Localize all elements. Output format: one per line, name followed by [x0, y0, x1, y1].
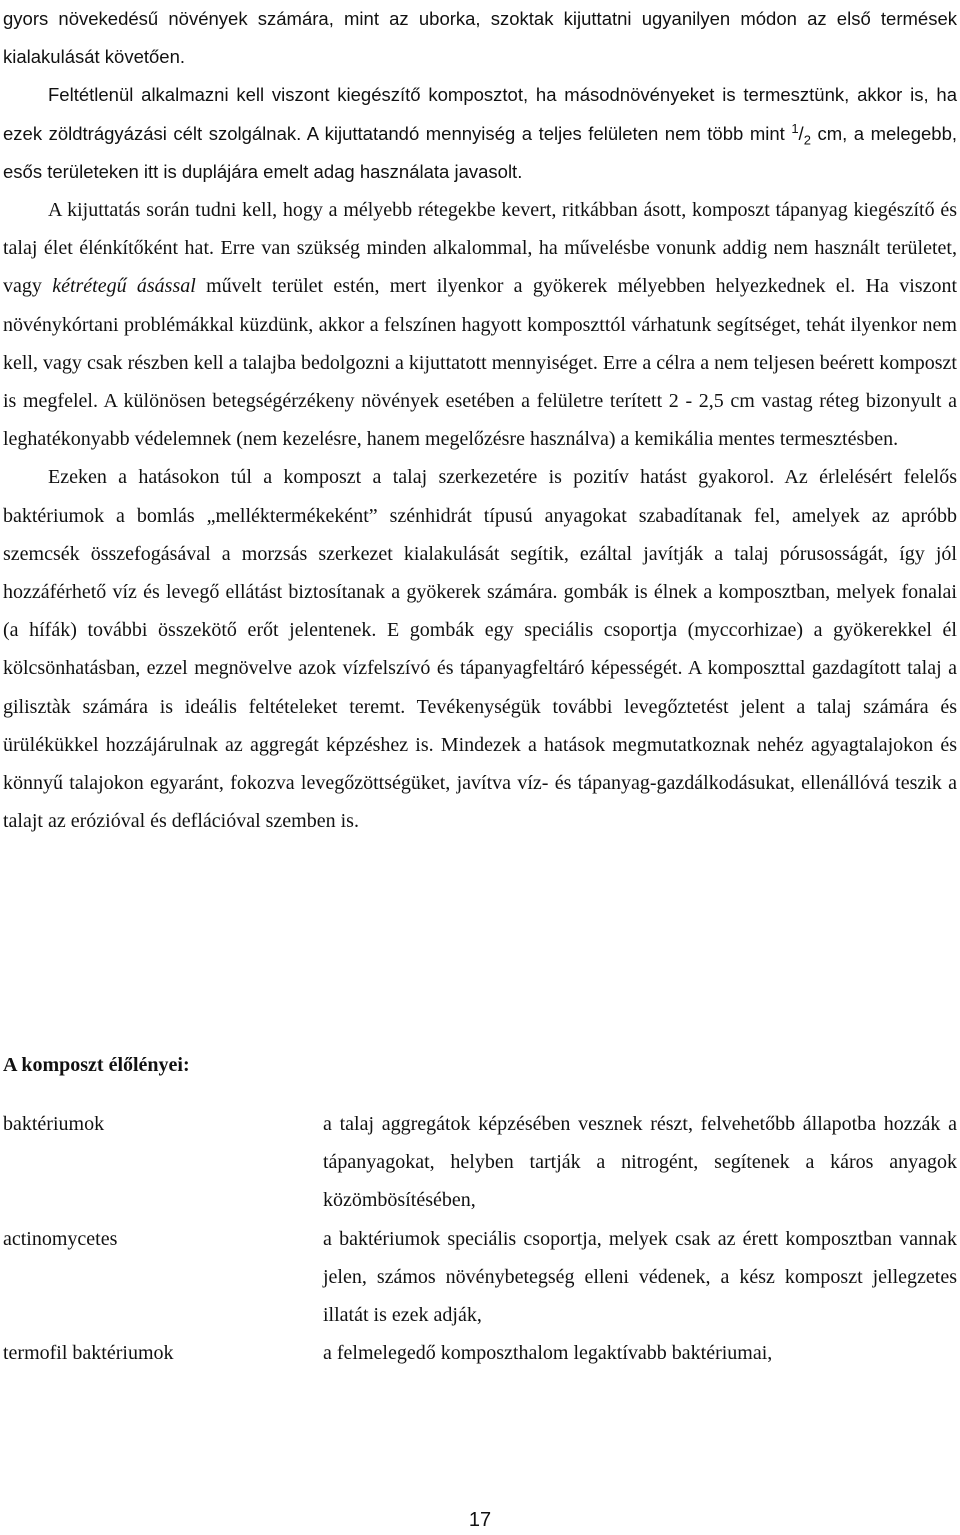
fraction-slash: / [798, 122, 804, 144]
organism-row-actinomycetes [3, 1220, 957, 1335]
organism-name: actinomycetes [3, 1227, 118, 1250]
paragraph-application [3, 191, 957, 458]
page-number: 17 [468, 1509, 492, 1531]
organism-name: baktériumok [3, 1113, 105, 1135]
emphasis-double-digging: kétrétegű ásással [52, 275, 196, 298]
paragraph-second-crops [3, 76, 957, 191]
organism-description: a talaj aggregátok képzésében vesznek részt, felvehetőbb állapotba hozzák a tápanyagokat, helyben tartják a nitrogént, segítenek a káros anyagok közömbösítésében, [323, 1113, 957, 1212]
paragraph-application-text-b: Erre van szükség minden alkalommal, ha művelésbe vonunk addig nem használt területet, vagy [3, 237, 957, 298]
fraction-denominator: 2 [803, 132, 811, 148]
paragraph-second-crops-text-b: cm, a melegebb, esős területeken itt is duplájára emelt adag használata javasolt. [3, 122, 957, 182]
paragraph-intro [3, 0, 957, 76]
organism-row-bacteria [3, 1105, 957, 1220]
section-title-organisms: A komposzt élőlényei: [3, 1054, 190, 1076]
organism-row-thermophilic [3, 1334, 957, 1372]
paragraph-intro-text: gyors növekedésű növények számára, mint az uborka, szoktak kijuttatni ugyanilyen módon az első termések kialakulását követően. [3, 8, 957, 68]
organism-description: a baktériumok speciális csoportja, melyek csak az érett komposztban vannak jelen, számos növénybetegség elleni védenek, a kész komposzt jellegzetes illatát is ezek adják, [323, 1227, 957, 1327]
organism-description: a felmelegedő komposzthalom legaktívabb baktériumai, [323, 1342, 773, 1365]
organism-name: termofil baktériumok [3, 1342, 174, 1365]
paragraph-soil-structure-text: Ezeken a hatásokon túl a komposzt a talaj szerkezetére is pozitív hatást gyakorol. Az érlelésért felelős baktériumok a bomlás „melléktermékeként” szénhidrát típusú anyagokat szabadítanak fel, amelyek az apróbb szemcsék összefogásával a morzsás szerkezet kialakulását segítik, ezáltal javítják a talaj pórusosságát, így jól hozzáférhető víz és levegő ellátást biztosítanak a gyökerek számára. gombák is élnek a komposztban, melyek fonalai (a hífák) további összekötő erőt jelentenek. E gombák egy speciális csoportja (myccorhizae) a gyökerekkel él kölcsönhatásban, ezzel megnövelve azok vízfelszívó és tápanyagfeltáró képességét. A komposzttal gazdagított talaj a gilisztàk számára is ideális feltételeket teremt. Tevékenységük további levegőztetést jelent a talaj számára és ürülékükkel hozzájárulnak az aggregát képzéshez is. Mindezek a hatások megmutatkoznak nehéz agyagtalajokon és könnyű talajokon egyaránt, fokozva levegőzöttségüket, javítva víz- és tápanyag-gazdálkodásukat, ellenállóvá teszik a talajt az erózióval és deflációval szemben is. [3, 466, 957, 833]
paragraph-soil-structure [3, 458, 957, 840]
document-body [3, 0, 957, 840]
organisms-list [3, 1105, 957, 1372]
paragraph-application-text-a: A kijuttatás során tudni kell, hogy a mélyebb rétegekbe kevert, ritkábban ásott, komposzt tápanyag kiegészítő és talaj élet élénkítőként hat. [3, 199, 957, 260]
paragraph-application-text-c: művelt terület estén, mert ilyenkor a gyökerek mélyebben helyezkednek el. Ha viszont növénykórtani problémákkal küzdünk, akkor a felszínen hagyott komposzttól várhatunk segítséget, tehát ilyenkor nem kell, vagy csak részben kell a talajba bedolgozni a kijuttatott mennyiséget. Erre a célra a nem teljesen beérett komposzt is megfelel. A különösen betegségérzékeny növények esetében a felületre terített 2 - 2,5 cm vastag réteg bizonyult a leghatékonyabb védelemnek (nem kezelésre, hanem megelőzésre használva) a kemikália mentes termesztésben. [3, 275, 957, 451]
paragraph-second-crops-text-a: Feltétlenül alkalmazni kell viszont kiegészítő komposztot, ha másodnövényeket is termesztünk, akkor is, ha ezek zöldtrágyázási célt szolgálnak. A kijuttatandó mennyiség a teljes felületen nem több mint [3, 84, 957, 144]
fraction-numerator: 1 [791, 120, 799, 136]
